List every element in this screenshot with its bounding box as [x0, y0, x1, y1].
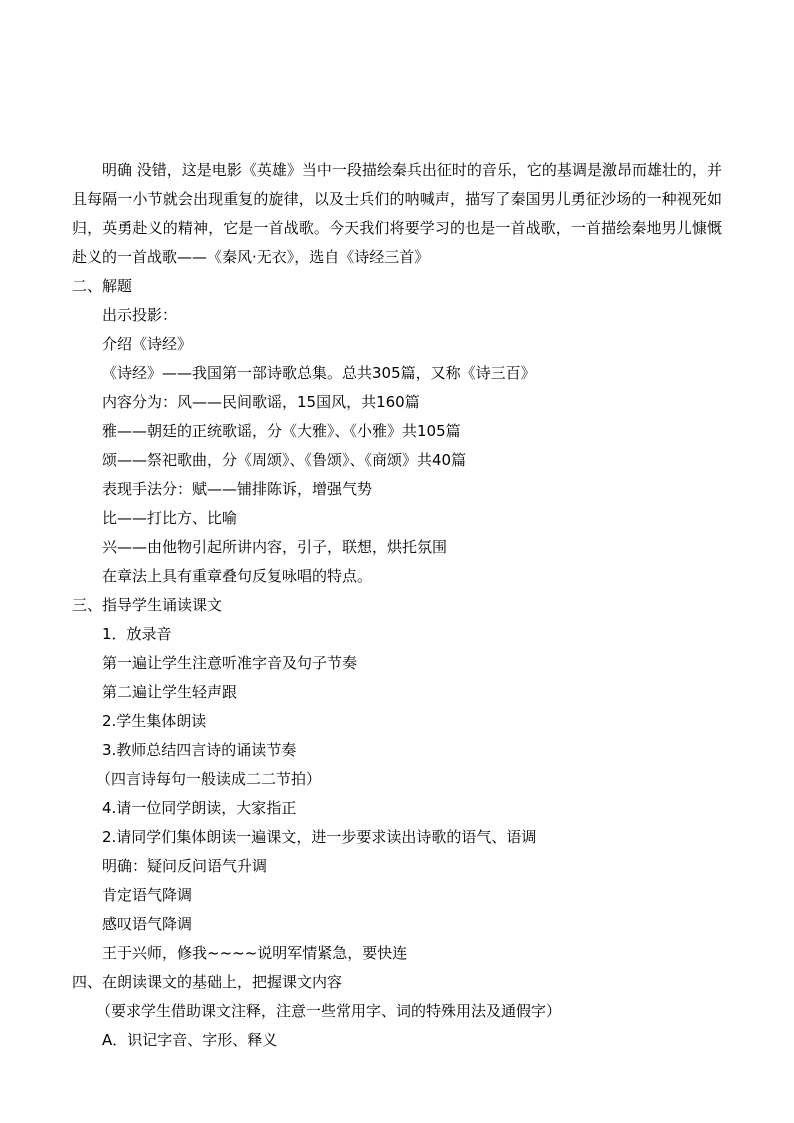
text-line: 介绍《诗经》 — [102, 335, 193, 353]
text-line: 雅——朝廷的正统歌谣，分《大雅》、《小雅》共105篇 — [102, 422, 461, 440]
text-line: 兴——由他物引起所讲内容，引子，联想，烘托氛围 — [102, 538, 448, 556]
text-line: 颂——祭祀歌曲，分《周颂》、《鲁颂》、《商颂》共40篇 — [102, 451, 467, 469]
text-line: 比——打比方、比喻 — [102, 509, 238, 527]
text-line: 2.学生集体朗读 — [102, 712, 207, 730]
text-line: 第一遍让学生注意听准字音及句子节奏 — [102, 654, 358, 672]
text-line: 3.教师总结四言诗的诵读节奏 — [102, 741, 297, 759]
text-line: 肯定语气降调 — [102, 886, 193, 904]
text-line: 1．放录音 — [102, 625, 172, 643]
text-line: 《诗经》——我国第一部诗歌总集。总共305篇，又称《诗三百》 — [102, 364, 536, 382]
text-line: （四言诗每句一般读成二二节拍） — [96, 770, 322, 788]
text-line: 王于兴师，修我~~~~说明军情紧急，要快连 — [102, 944, 408, 962]
text-line: 第二遍让学生轻声跟 — [102, 683, 238, 701]
text-line: 4.请一位同学朗读，大家指正 — [102, 799, 297, 817]
text-line: 出示投影： — [102, 306, 178, 324]
text-line: （要求学生借助课文注释，注意一些常用字、词的特殊用法及通假字） — [96, 1002, 562, 1020]
text-line: 表现手法分：赋——铺排陈诉，增强气势 — [102, 480, 373, 498]
text-line: A．识记字音、字形、释义 — [102, 1031, 278, 1049]
section-heading-content: 四、在朗读课文的基础上，把握课文内容 — [72, 973, 343, 991]
text-line: 明确：疑问反问语气升调 — [102, 857, 268, 875]
section-heading-jieti: 二、解题 — [72, 277, 133, 295]
document-body — [72, 156, 722, 1055]
text-line: 感叹语气降调 — [102, 915, 193, 933]
intro-paragraph: 明确 没错，这是电影《英雄》当中一段描绘秦兵出征时的音乐，它的基调是激昂而雄壮的，并且每隔一小节就会出现重复的旋律，以及士兵们的呐喊声，描写了秦国男儿勇征沙场的一种视死如归，英勇赴义的精神，它是一首战歌。今天我们将要学习的也是一首战歌，一首描绘秦地男儿慷慨赴义的一首战歌——《秦风·无衣》，选自《诗经三首》 — [72, 161, 722, 266]
text-line: 在章法上具有重章叠句反复咏唱的特点。 — [102, 567, 373, 585]
section-heading-recitation: 三、指导学生诵读课文 — [72, 596, 223, 614]
text-line: 2.请同学们集体朗读一遍课文，进一步要求读出诗歌的语气、语调 — [102, 828, 537, 846]
text-line: 内容分为：风——民间歌谣，15国风，共160篇 — [102, 393, 420, 411]
